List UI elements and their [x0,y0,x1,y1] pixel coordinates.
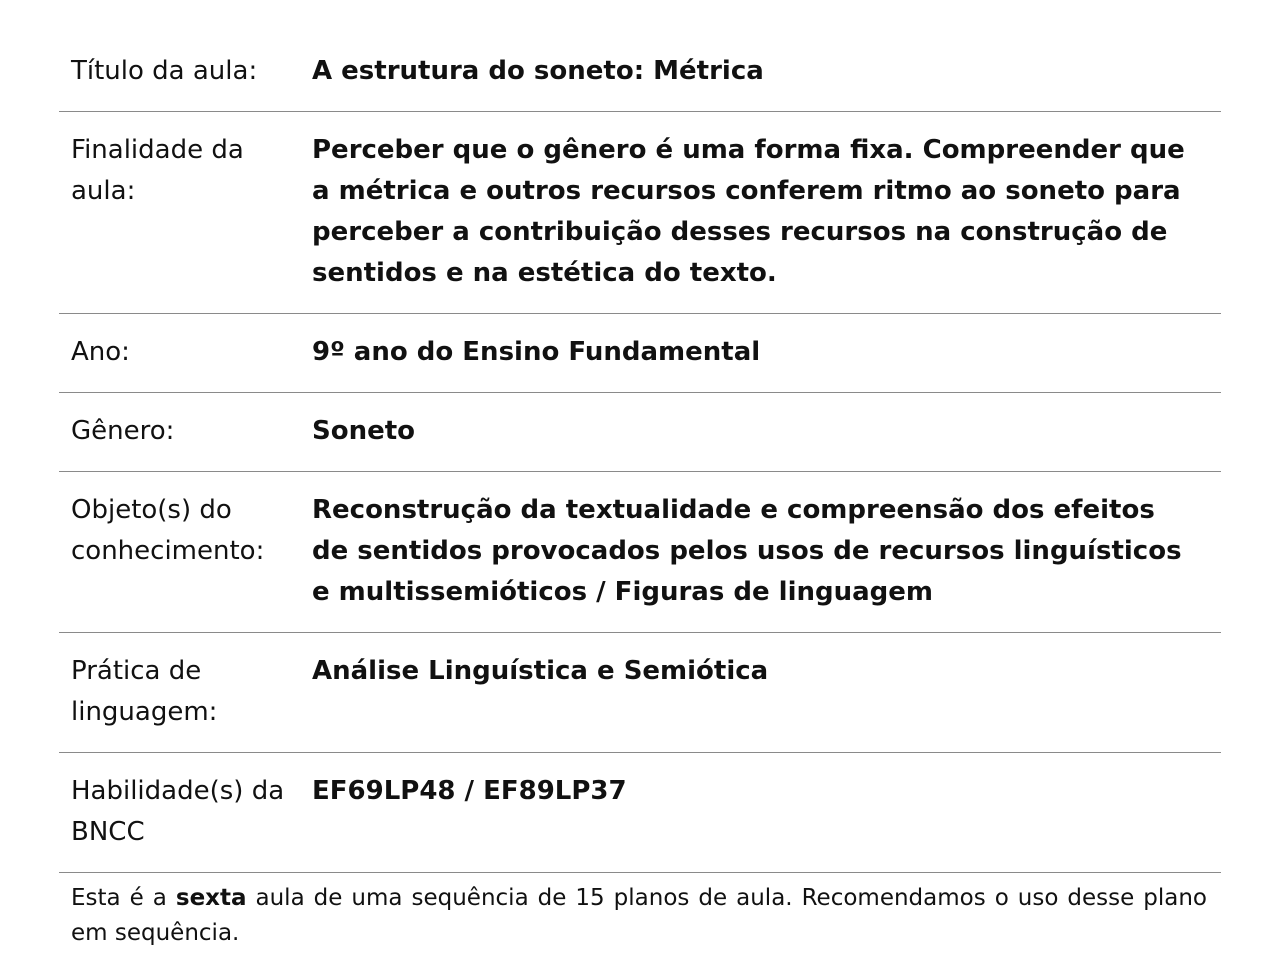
lesson-plan-table [59,32,1221,873]
row-finalidade [59,112,1221,314]
row-objeto [59,472,1221,633]
row-titulo [59,32,1221,112]
row-genero [59,393,1221,472]
row-label: Título da aula: [59,32,299,112]
row-label: Objeto(s) do conhecimento: [59,472,299,633]
row-pratica [59,633,1221,753]
row-label: Gênero: [59,393,299,472]
row-value: Análise Linguística e Semiótica [299,633,1221,753]
row-label: Ano: [59,314,299,393]
row-value: EF69LP48 / EF89LP37 [299,753,1221,873]
row-value: Perceber que o gênero é uma forma fixa. Compreender que a métrica e outros recursos conferem ritmo ao soneto para perceber a contribuição desses recursos na construção de sentidos e na estética do texto. [299,112,1221,314]
lesson-plan [59,32,1221,951]
row-value: Soneto [299,393,1221,472]
row-ano [59,314,1221,393]
row-label: Habilidade(s) da BNCC [59,753,299,873]
row-label: Finalidade da aula: [59,112,299,314]
row-value: Reconstrução da textualidade e compreensão dos efeitos de sentidos provocados pelos usos de recursos linguísticos e multissemióticos / Figuras de linguagem [299,472,1221,633]
sequence-note [59,873,1221,951]
note-text-after: aula de uma sequência de 15 planos de aula. Recomendamos o uso desse plano em sequência. [71,885,1207,946]
row-label: Prática de linguagem: [59,633,299,753]
row-value: 9º ano do Ensino Fundamental [299,314,1221,393]
row-value: A estrutura do soneto: Métrica [299,32,1221,112]
note-text-before: Esta é a [71,885,176,911]
row-habilidade [59,753,1221,873]
note-emphasis: sexta [175,885,247,911]
